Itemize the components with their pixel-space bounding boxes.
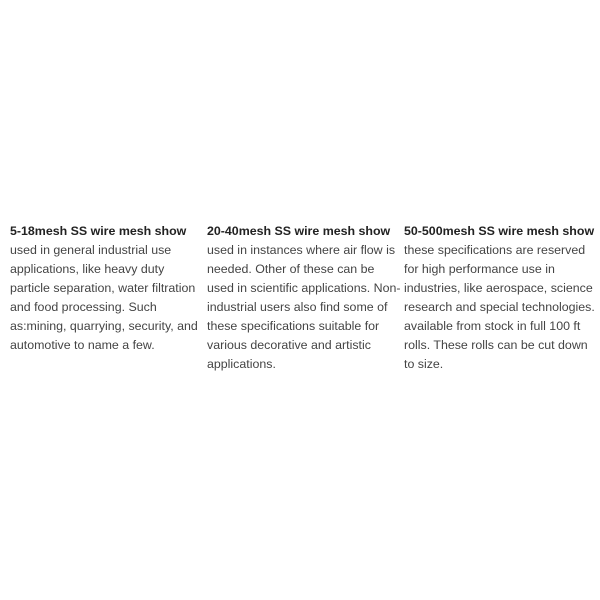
mesh-spec-description: used in general industrial use applications, like heavy duty particle separation, water filtration and food processing. Such as:mining, quarrying, security, and automotive to name a few. <box>10 243 198 352</box>
mesh-spec-title: 20-40mesh SS wire mesh show <box>207 224 391 238</box>
mesh-spec-title: 50-500mesh SS wire mesh show <box>404 224 595 238</box>
mesh-spec-column-5-18 <box>10 222 207 374</box>
mesh-spec-title: 5-18mesh SS wire mesh show <box>10 224 187 238</box>
mesh-spec-column-50-500 <box>404 222 600 374</box>
mesh-spec-column-20-40 <box>207 222 404 374</box>
mesh-specs-columns <box>10 222 595 374</box>
mesh-spec-description: these specifications are reserved for high performance use in industries, like aerospace, science research and special technologies. available from stock in full 100 ft rolls. These rolls can be cut down to size. <box>404 243 595 371</box>
mesh-spec-description: used in instances where air flow is needed. Other of these can be used in scientific applications. Non-industrial users also find some of these specifications suitable for various decorative and artistic applications. <box>207 243 401 371</box>
